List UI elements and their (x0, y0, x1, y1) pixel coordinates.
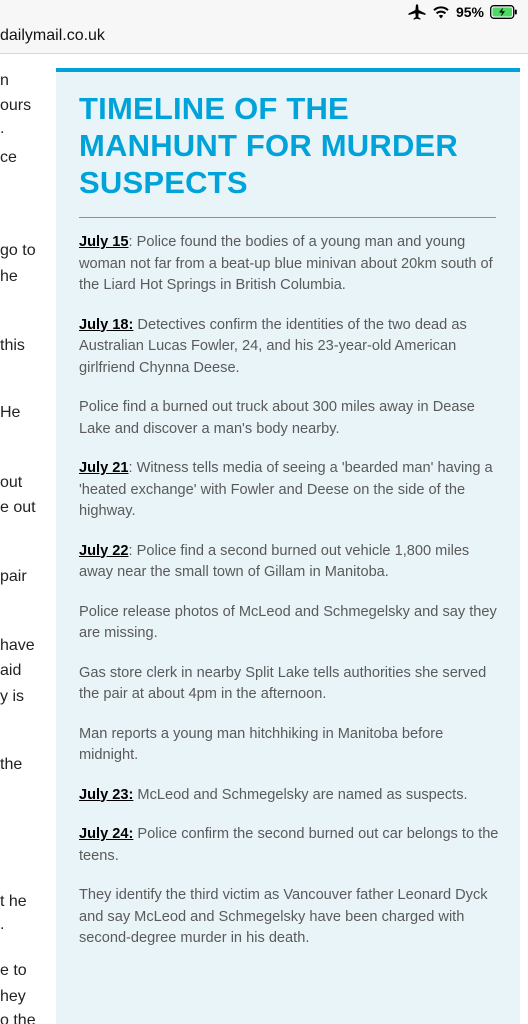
article-text-fragment: y is (0, 688, 24, 705)
article-text-fragment: he (0, 268, 18, 285)
article-text-fragment: e out (0, 499, 36, 516)
article-text-fragment: the (0, 756, 23, 773)
timeline-text: : Witness tells media of seeing a 'bearded man' having a 'heated exchange' with Fowler and Deese on the side of the highway. (79, 460, 493, 519)
timeline-date: July 22 (79, 542, 129, 559)
article-text-fragment: t he (0, 893, 27, 910)
article-text-fragment: pair (0, 568, 27, 585)
timeline-entry (79, 602, 501, 645)
timeline-text: Gas store clerk in nearby Split Lake tells authorities she served the pair at about 4pm in the afternoon. (79, 664, 487, 702)
status-bar (0, 0, 528, 24)
timeline-entry (79, 785, 501, 807)
url-text[interactable]: dailymail.co.uk (0, 27, 105, 44)
timeline-entry (79, 397, 501, 440)
battery-percent: 95% (455, 4, 484, 20)
timeline-factbox (56, 68, 520, 1024)
article-text-fragment: ours (0, 97, 32, 114)
battery-charging-icon (490, 5, 518, 19)
factbox-title: TIMELINE OF THE MANHUNT FOR MURDER SUSPECTS (79, 91, 459, 200)
article-text-fragment: this (0, 337, 25, 354)
timeline-entry (79, 824, 501, 867)
timeline-date: July 23: (79, 786, 134, 803)
timeline-date: July 18: (79, 316, 134, 333)
article-text-fragment: ce (0, 149, 17, 166)
timeline-text: Police release photos of McLeod and Schmegelsky and say they are missing. (79, 603, 497, 641)
timeline-entry (79, 885, 501, 950)
article-text-fragment: out (0, 474, 23, 491)
timeline-date: July 21 (79, 460, 129, 476)
timeline-entry (79, 724, 501, 767)
timeline-entry (79, 663, 501, 706)
article-text-fragment: have (0, 637, 35, 654)
timeline-entry (79, 315, 501, 380)
factbox-body (79, 232, 501, 968)
timeline-text: McLeod and Schmegelsky are named as suspects. (133, 786, 468, 803)
timeline-entry (79, 232, 501, 297)
address-bar[interactable] (0, 24, 528, 54)
article-text-fragment: n (0, 72, 9, 89)
article-text-fragment: hey (0, 988, 26, 1005)
article-text-fragment: . (0, 916, 5, 933)
factbox-divider (79, 217, 496, 218)
airplane-icon (408, 4, 426, 20)
article-text-fragment: go to (0, 242, 36, 259)
timeline-text: Police find a burned out truck about 300 miles away in Dease Lake and discover a man's body nearby. (79, 399, 475, 437)
article-text-fragment: He (0, 404, 21, 421)
timeline-text: Man reports a young man hitchhiking in Manitoba before midnight. (79, 725, 444, 763)
article-text-fragment: o the (0, 1012, 36, 1024)
timeline-text: : Police find a second burned out vehicle 1,800 miles away near the small town of Gillam in Manitoba. (79, 542, 470, 580)
timeline-text: They identify the third victim as Vancouver father Leonard Dyck and say McLeod and Schmegelsky have been charged with second-degree murder in his death. (79, 887, 488, 946)
article-text-fragment: . (0, 120, 5, 137)
status-icons (408, 3, 518, 21)
timeline-date: July 15 (79, 234, 129, 250)
article-text-fragment: e to (0, 962, 27, 979)
timeline-text: Police confirm the second burned out car belongs to the teens. (79, 826, 499, 864)
article-text-column-clipped (0, 54, 46, 1024)
timeline-date: July 24: (79, 826, 134, 842)
timeline-text: : Police found the bodies of a young man and young woman not far from a beat-up blue minivan about 20km south of the Liard Hot Springs in British Columbia. (79, 234, 493, 293)
timeline-entry (79, 541, 501, 584)
timeline-text: Detectives confirm the identities of the two dead as Australian Lucas Fowler, 24, and his 23-year-old American girlfriend Chynna Deese. (79, 316, 467, 376)
article-text-fragment: aid (0, 662, 22, 679)
wifi-icon (432, 5, 450, 19)
timeline-entry (79, 458, 501, 523)
